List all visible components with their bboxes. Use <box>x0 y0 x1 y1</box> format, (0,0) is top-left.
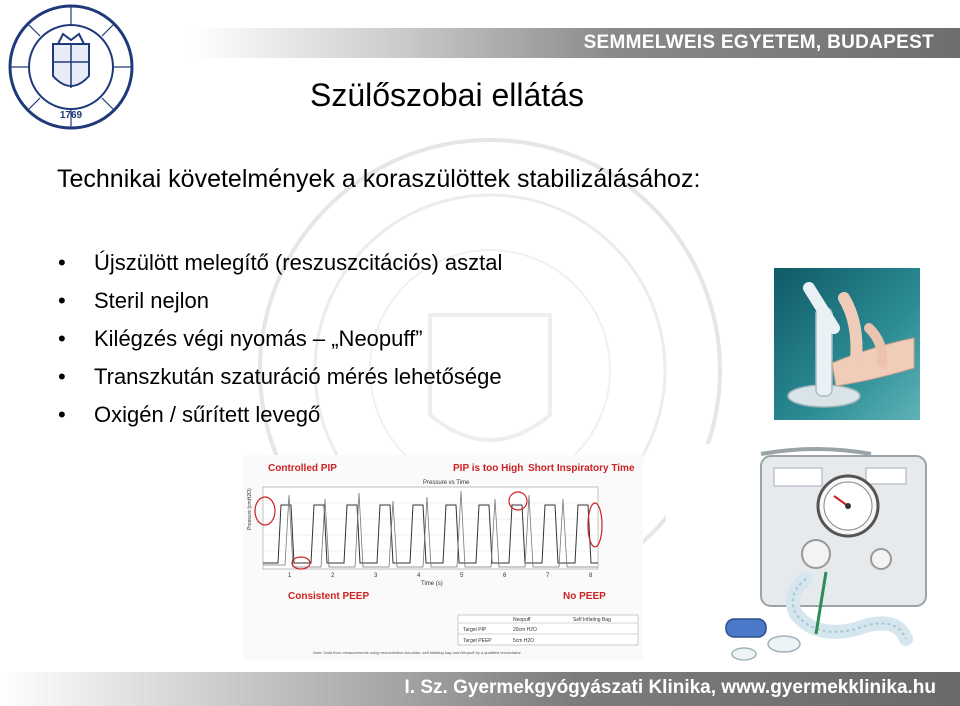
bullet-text: Újszülött melegítő (reszuszcitációs) asztal <box>94 250 503 275</box>
bullet-item <box>58 402 502 440</box>
label-consistent-peep: Consistent PEEP <box>288 591 370 602</box>
bullet-item <box>58 364 502 402</box>
bullet-dot: • <box>58 364 66 389</box>
neopuff-hand-photo <box>774 268 920 420</box>
svg-text:4: 4 <box>417 573 421 579</box>
svg-text:5cm H2O: 5cm H2O <box>513 638 535 644</box>
legend-bag: Self Inflating Bag <box>573 617 611 623</box>
graph-legend-table <box>458 615 638 645</box>
svg-text:20cm H2O: 20cm H2O <box>513 627 537 633</box>
graph-xlabel: Time (s) <box>421 581 443 587</box>
graph-chart-title: Pressure vs Time <box>423 480 470 486</box>
pressure-time-graph <box>243 455 643 660</box>
label-pip-too-high: PIP is too High <box>453 463 524 474</box>
svg-text:8: 8 <box>589 573 593 579</box>
svg-text:3: 3 <box>374 573 378 579</box>
graph-note: Note: Data from measurements using resuscitation simulator, self-inflating bag and Neopuff by a qualified resuscitator <box>313 650 521 655</box>
svg-text:Target PIP: Target PIP <box>463 627 487 633</box>
svg-text:5: 5 <box>460 573 464 579</box>
legend-neopuff: Neopuff <box>513 617 531 623</box>
bullet-list <box>58 250 502 440</box>
bullet-dot: • <box>58 250 66 275</box>
bullet-text: Transzkután szaturáció mérés lehetősége <box>94 364 502 389</box>
bullet-dot: • <box>58 326 66 351</box>
svg-text:7: 7 <box>546 573 550 579</box>
bullet-dot: • <box>58 402 66 427</box>
bullet-text: Kilégzés végi nyomás – „Neopuff” <box>94 326 423 351</box>
bullet-text: Steril nejlon <box>94 288 209 313</box>
bullet-item <box>58 288 502 326</box>
slide-title: Szülőszobai ellátás <box>310 77 584 113</box>
svg-text:6: 6 <box>503 573 507 579</box>
university-seal-logo <box>8 4 134 130</box>
footer-text: I. Sz. Gyermekgyógyászati Klinika, www.gyermekklinika.hu <box>404 677 936 698</box>
svg-text:Target PEEP: Target PEEP <box>463 638 492 644</box>
label-controlled-pip: Controlled PIP <box>268 463 337 474</box>
bullet-dot: • <box>58 288 66 313</box>
svg-text:2: 2 <box>331 573 335 579</box>
label-no-peep: No PEEP <box>563 591 606 602</box>
neopuff-device-photo <box>666 444 946 666</box>
svg-text:1: 1 <box>288 573 292 579</box>
seal-year: 1769 <box>59 110 83 121</box>
label-short-inspiratory-time: Short Inspiratory Time <box>528 463 635 474</box>
slide-subtitle: Technikai követelmények a koraszülöttek stabilizálásához: <box>57 165 701 193</box>
bullet-item <box>58 250 502 288</box>
bullet-text: Oxigén / sűrített levegő <box>94 402 321 427</box>
institution-name: SEMMELWEIS EGYETEM, BUDAPEST <box>583 32 934 53</box>
bullet-item <box>58 326 502 364</box>
graph-ylabel: Pressure (cmH2O) <box>247 488 253 530</box>
